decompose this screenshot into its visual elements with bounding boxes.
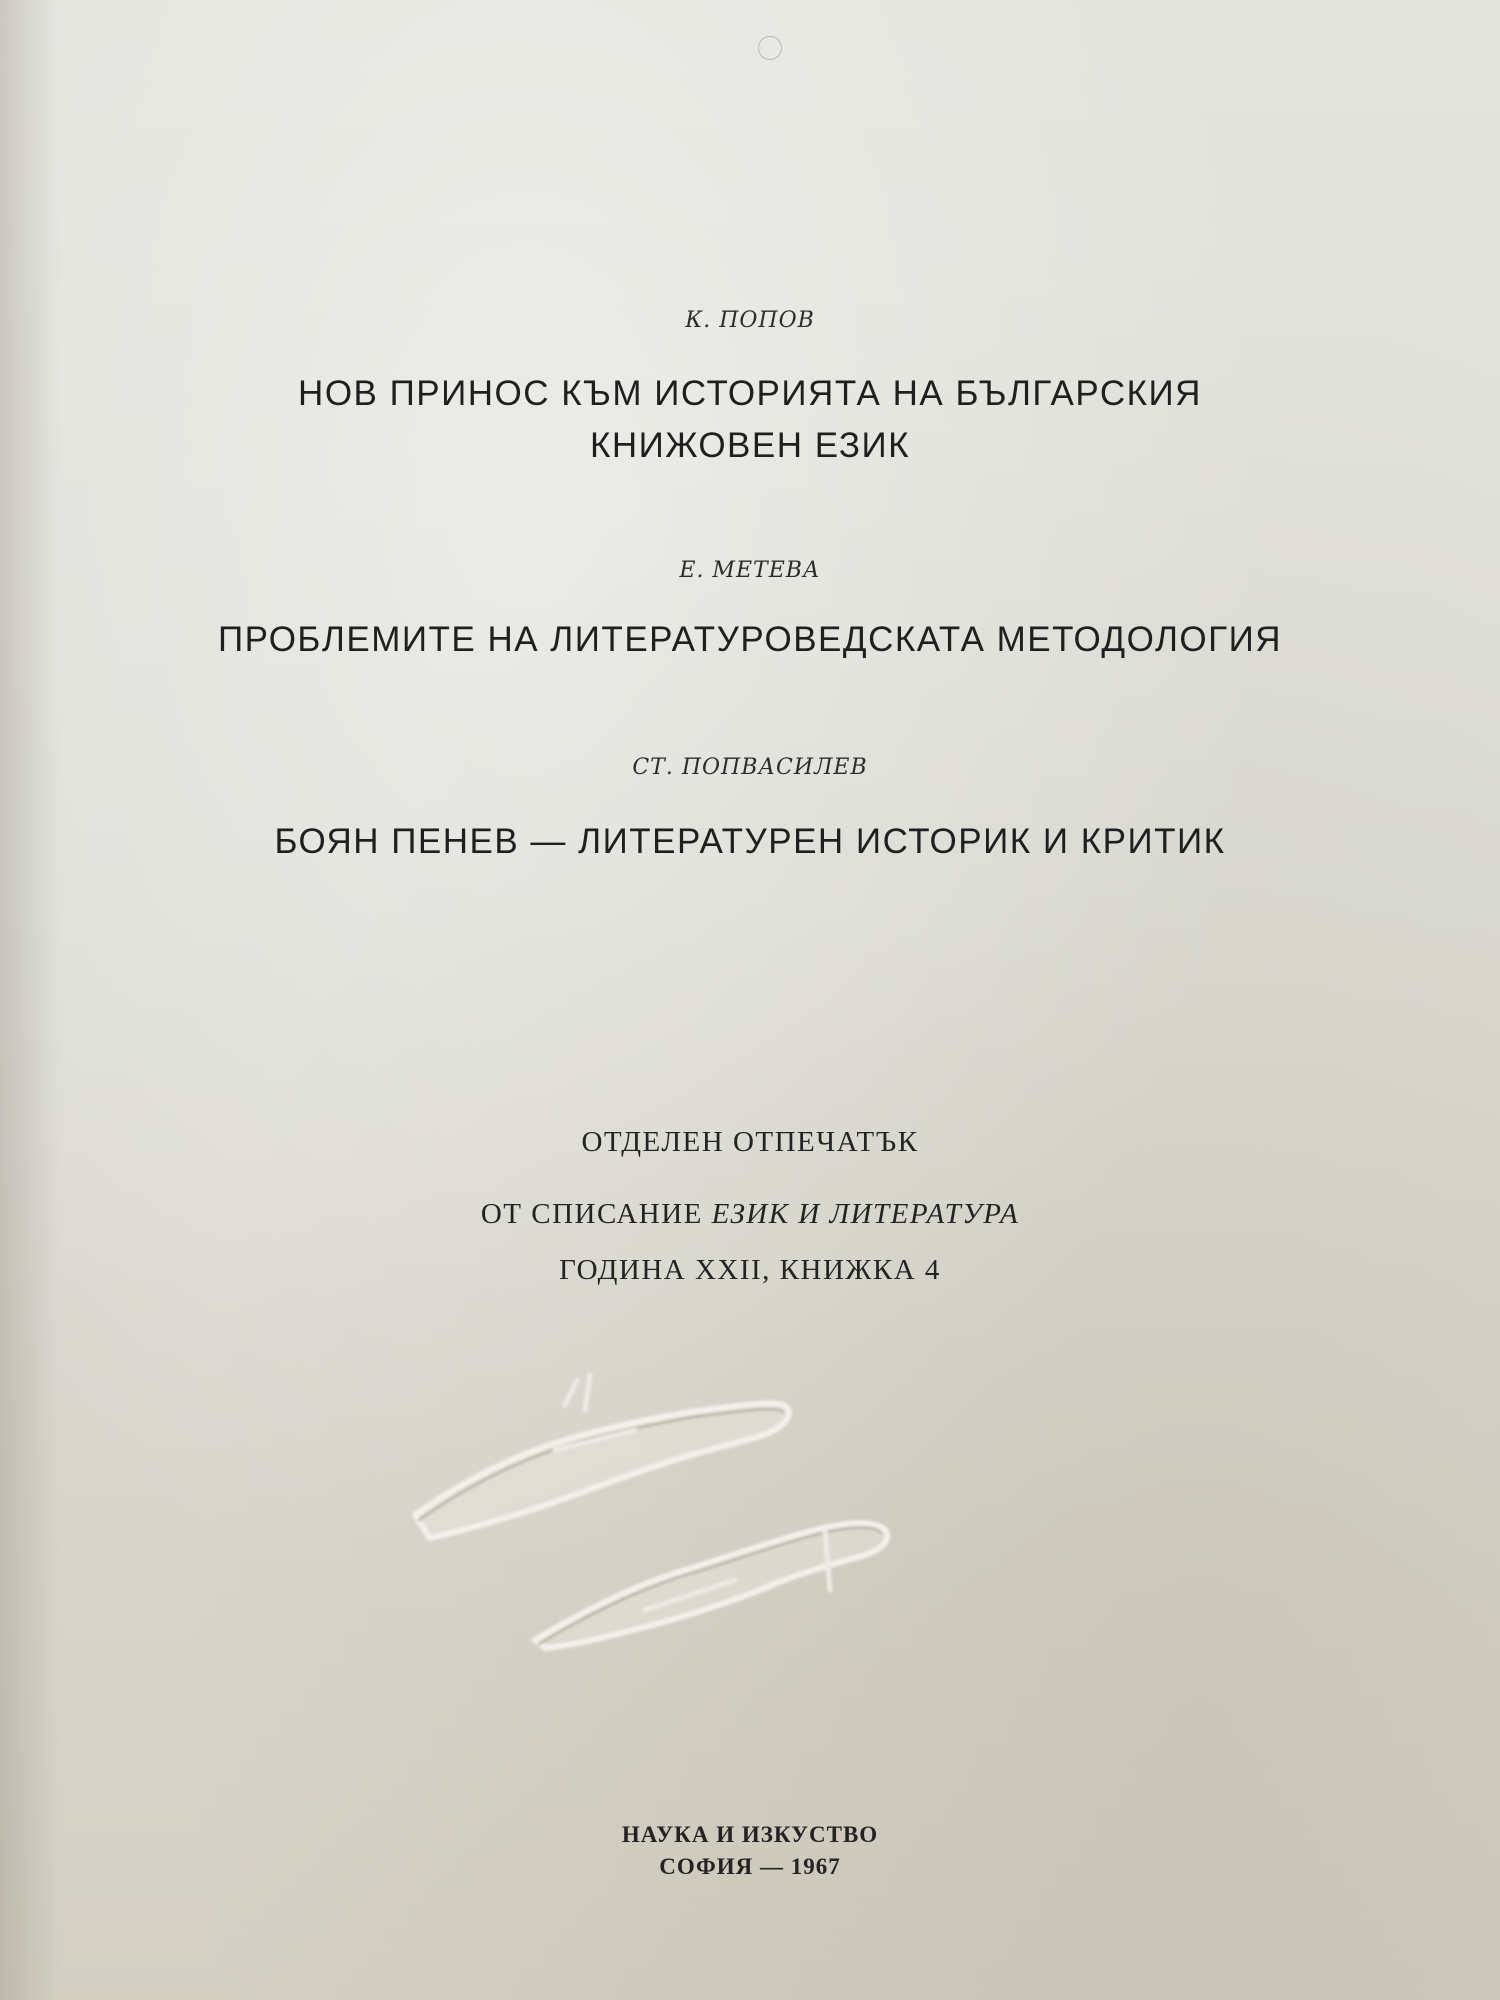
article-2-author: Е. МЕТЕВА bbox=[679, 558, 821, 583]
offprint-issue: ГОДИНА XXII, КНИЖКА 4 bbox=[559, 1254, 941, 1286]
punch-hole-icon bbox=[758, 36, 782, 60]
offprint-source-prefix: ОТ СПИСАНИЕ bbox=[480, 1198, 712, 1230]
article-2-title: ПРОБЛЕМИТЕ НА ЛИТЕРАТУРОВЕДСКАТА МЕТОДОЛОГИЯ bbox=[217, 620, 1283, 659]
article-1-author: К. ПОПОВ bbox=[685, 308, 815, 333]
publisher-name: НАУКА И ИЗКУСТВО bbox=[621, 1822, 879, 1847]
offprint-label: ОТДЕЛЕН ОТПЕЧАТЪК bbox=[581, 1126, 919, 1158]
offprint-source bbox=[0, 1198, 1500, 1231]
article-1-title bbox=[0, 368, 1500, 472]
blind-embossed-hands-emblem-icon bbox=[405, 1370, 905, 1660]
page-edge-shadow bbox=[0, 0, 60, 2000]
article-1-title-line-1: НОВ ПРИНОС КЪМ ИСТОРИЯТА НА БЪЛГАРСКИЯ bbox=[298, 374, 1202, 413]
article-3-title: БОЯН ПЕНЕВ — ЛИТЕРАТУРЕН ИСТОРИК И КРИТИК bbox=[274, 822, 1226, 861]
article-3-author: СТ. ПОПВАСИЛЕВ bbox=[632, 755, 868, 780]
article-1-title-line-2: КНИЖОВЕН ЕЗИК bbox=[589, 426, 911, 465]
publisher-place-year: СОФИЯ — 1967 bbox=[659, 1854, 841, 1879]
journal-name: ЕЗИК И ЛИТЕРАТУРА bbox=[711, 1198, 1020, 1230]
